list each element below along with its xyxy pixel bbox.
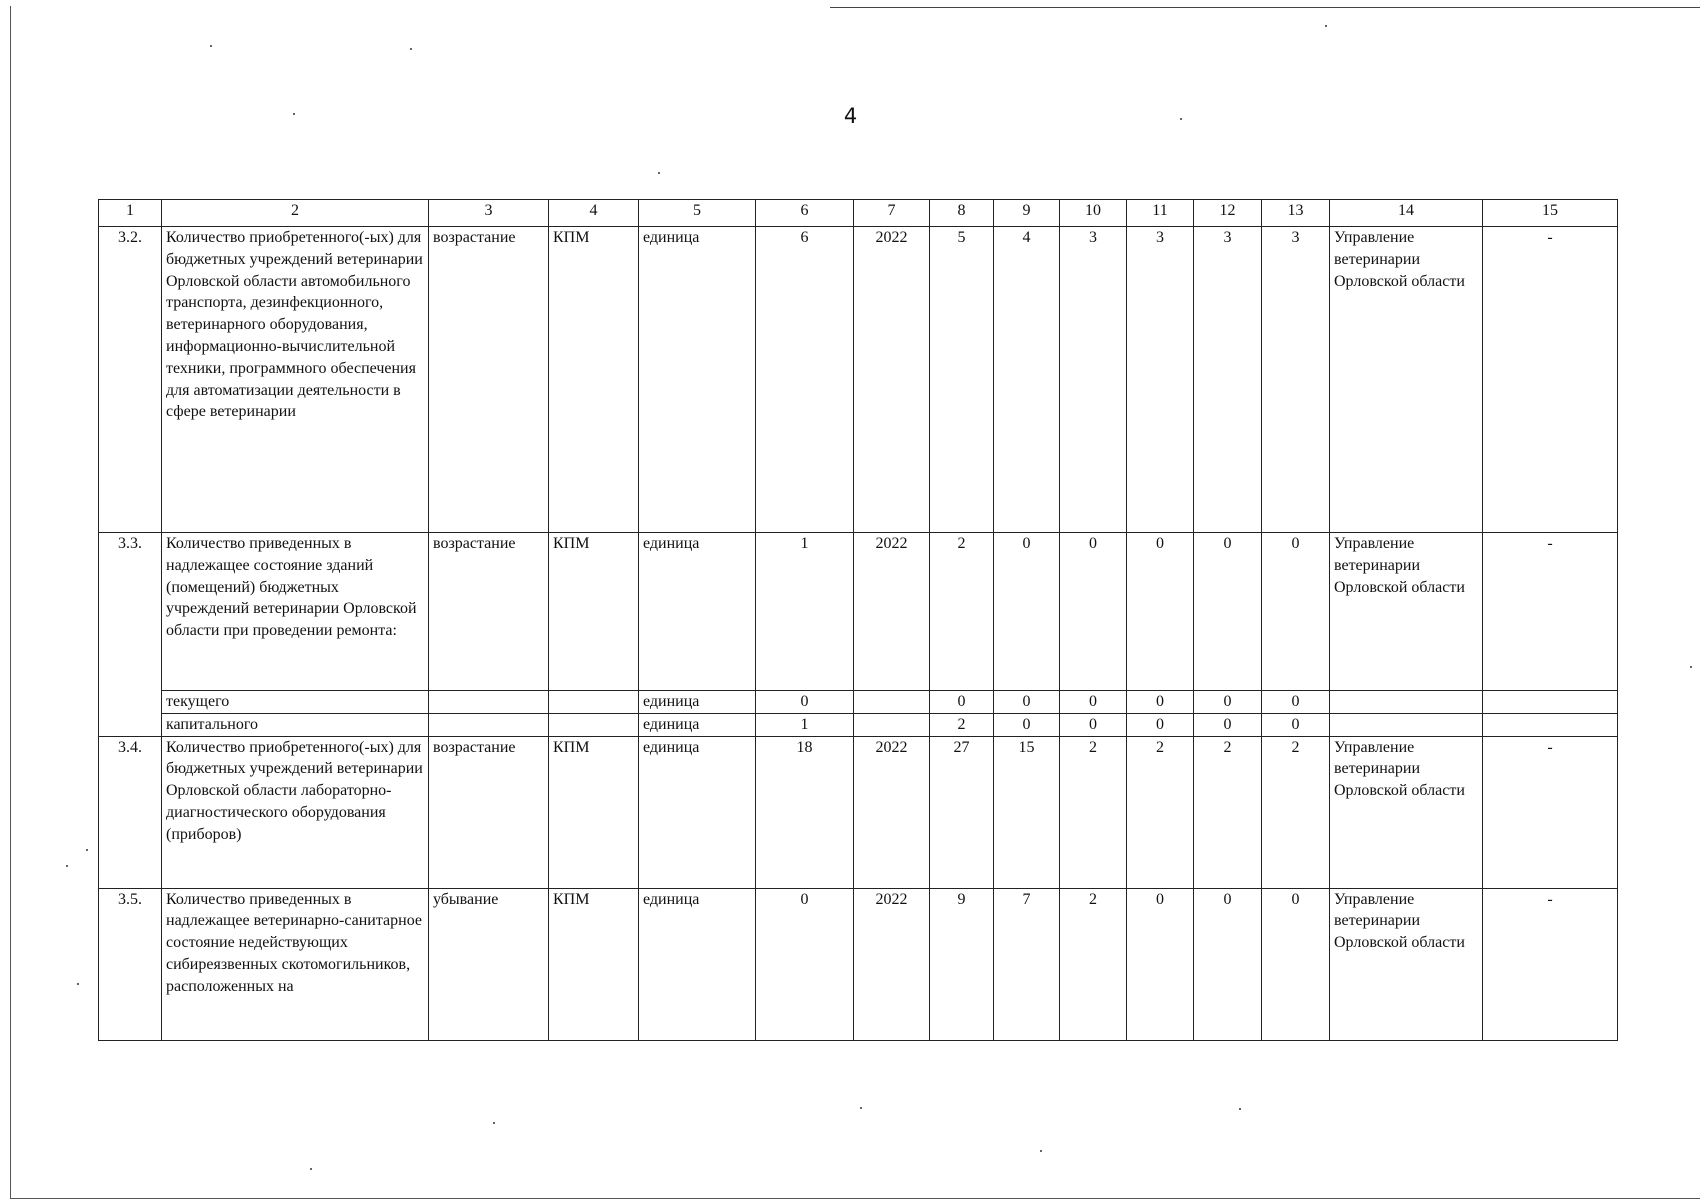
indicator-name: Количество приобретенного(-ых) для бюджетных учреждений ветеринарии Орловской области лабораторно-диагностического оборудования (приборов) (162, 736, 429, 888)
scan-speck (860, 1107, 862, 1109)
value-cell: 0 (1194, 533, 1262, 691)
indicator-name: текущего (162, 691, 429, 714)
unit: единица (639, 691, 756, 714)
indicator-name: Количество приведенных в надлежащее состояние зданий (помещений) бюджетных учреждений ветеринарии Орловской области при проведении ремонта: (162, 533, 429, 691)
base-value: 1 (756, 713, 854, 736)
value-cell: 0 (1127, 533, 1194, 691)
header-cell: 5 (639, 200, 756, 227)
responsible: Управление ветеринарии Орловской области (1330, 227, 1483, 533)
header-cell: 10 (1060, 200, 1127, 227)
value-cell: 2 (930, 713, 994, 736)
value-cell: 2 (1060, 888, 1127, 1040)
row-id: 3.2. (99, 227, 162, 533)
value-cell: 3 (1262, 227, 1330, 533)
header-cell: 8 (930, 200, 994, 227)
value-cell: 0 (930, 691, 994, 714)
value-cell: 2 (930, 533, 994, 691)
indicator-type (549, 691, 639, 714)
scan-speck (1690, 666, 1692, 668)
scan-speck (210, 45, 212, 47)
value-cell: 3 (1060, 227, 1127, 533)
scan-speck (66, 865, 68, 867)
table-row (99, 533, 1618, 691)
responsible (1330, 691, 1483, 714)
value-cell: 15 (994, 736, 1060, 888)
scan-speck (658, 172, 660, 174)
responsible: Управление ветеринарии Орловской области (1330, 888, 1483, 1040)
trend: возрастание (429, 533, 549, 691)
value-cell: 0 (1127, 713, 1194, 736)
indicator-type: КПМ (549, 227, 639, 533)
value-cell: 0 (994, 691, 1060, 714)
value-cell: 0 (1262, 691, 1330, 714)
header-cell: 13 (1262, 200, 1330, 227)
unit: единица (639, 888, 756, 1040)
base-value: 1 (756, 533, 854, 691)
header-cell: 12 (1194, 200, 1262, 227)
value-cell: 0 (1060, 713, 1127, 736)
unit: единица (639, 227, 756, 533)
note: - (1483, 888, 1618, 1040)
header-row (99, 200, 1618, 227)
value-cell: 0 (994, 713, 1060, 736)
scan-speck (493, 1122, 495, 1124)
row-id: 3.4. (99, 736, 162, 888)
scan-speck (310, 1168, 312, 1170)
base-year (854, 691, 930, 714)
indicator-type: КПМ (549, 888, 639, 1040)
scan-speck (293, 113, 295, 115)
table-subrow (99, 713, 1618, 736)
note: - (1483, 533, 1618, 691)
note: - (1483, 736, 1618, 888)
value-cell: 0 (1127, 691, 1194, 714)
value-cell: 2 (1060, 736, 1127, 888)
value-cell: 2 (1127, 736, 1194, 888)
indicator-name: капитального (162, 713, 429, 736)
header-cell: 6 (756, 200, 854, 227)
base-value: 18 (756, 736, 854, 888)
note (1483, 691, 1618, 714)
value-cell: 0 (1060, 533, 1127, 691)
responsible: Управление ветеринарии Орловской области (1330, 736, 1483, 888)
value-cell: 0 (1127, 888, 1194, 1040)
base-year: 2022 (854, 736, 930, 888)
responsible (1330, 713, 1483, 736)
value-cell: 0 (1194, 713, 1262, 736)
note (1483, 713, 1618, 736)
value-cell: 0 (1194, 691, 1262, 714)
value-cell: 4 (994, 227, 1060, 533)
scan-speck (1040, 1150, 1042, 1152)
value-cell: 5 (930, 227, 994, 533)
top-rule (830, 7, 1700, 8)
value-cell: 2 (1262, 736, 1330, 888)
table-row (99, 888, 1618, 1040)
scan-speck (1239, 1108, 1241, 1110)
value-cell: 2 (1194, 736, 1262, 888)
value-cell: 0 (994, 533, 1060, 691)
header-cell: 14 (1330, 200, 1483, 227)
value-cell: 3 (1127, 227, 1194, 533)
unit: единица (639, 533, 756, 691)
trend (429, 691, 549, 714)
header-cell: 11 (1127, 200, 1194, 227)
trend: возрастание (429, 227, 549, 533)
responsible: Управление ветеринарии Орловской области (1330, 533, 1483, 691)
indicator-type: КПМ (549, 736, 639, 888)
header-cell: 4 (549, 200, 639, 227)
header-cell: 2 (162, 200, 429, 227)
indicator-name: Количество приобретенного(-ых) для бюджетных учреждений ветеринарии Орловской области автомобильного транспорта, дезинфекционного, ветеринарного оборудования, информационно-вычислительной техники, программного обеспечения для автоматизации деятельности в сфере ветеринарии (162, 227, 429, 533)
base-year: 2022 (854, 888, 930, 1040)
unit: единица (639, 713, 756, 736)
unit: единица (639, 736, 756, 888)
scan-speck (86, 849, 88, 851)
scan-speck (77, 983, 79, 985)
header-cell: 7 (854, 200, 930, 227)
value-cell: 3 (1194, 227, 1262, 533)
row-id: 3.5. (99, 888, 162, 1040)
base-year (854, 713, 930, 736)
row-id: 3.3. (99, 533, 162, 737)
header-cell: 15 (1483, 200, 1618, 227)
header-cell: 3 (429, 200, 549, 227)
value-cell: 27 (930, 736, 994, 888)
scan-speck (1180, 118, 1182, 120)
trend (429, 713, 549, 736)
table-subrow (99, 691, 1618, 714)
table-row (99, 227, 1618, 533)
table-row (99, 736, 1618, 888)
value-cell: 0 (1060, 691, 1127, 714)
base-value: 0 (756, 888, 854, 1040)
base-year: 2022 (854, 533, 930, 691)
header-cell: 9 (994, 200, 1060, 227)
value-cell: 0 (1194, 888, 1262, 1040)
header-cell: 1 (99, 200, 162, 227)
indicators-table (98, 199, 1618, 1041)
indicator-type: КПМ (549, 533, 639, 691)
trend: убывание (429, 888, 549, 1040)
indicator-type (549, 713, 639, 736)
value-cell: 7 (994, 888, 1060, 1040)
value-cell: 0 (1262, 888, 1330, 1040)
value-cell: 0 (1262, 713, 1330, 736)
value-cell: 9 (930, 888, 994, 1040)
value-cell: 0 (1262, 533, 1330, 691)
page-number: 4 (843, 104, 858, 128)
base-year: 2022 (854, 227, 930, 533)
indicator-name: Количество приведенных в надлежащее ветеринарно-санитарное состояние недействующих сибиреязвенных скотомогильников, расположенных на (162, 888, 429, 1040)
scan-speck (410, 48, 412, 50)
base-value: 0 (756, 691, 854, 714)
base-value: 6 (756, 227, 854, 533)
note: - (1483, 227, 1618, 533)
trend: возрастание (429, 736, 549, 888)
scan-speck (1325, 25, 1327, 27)
